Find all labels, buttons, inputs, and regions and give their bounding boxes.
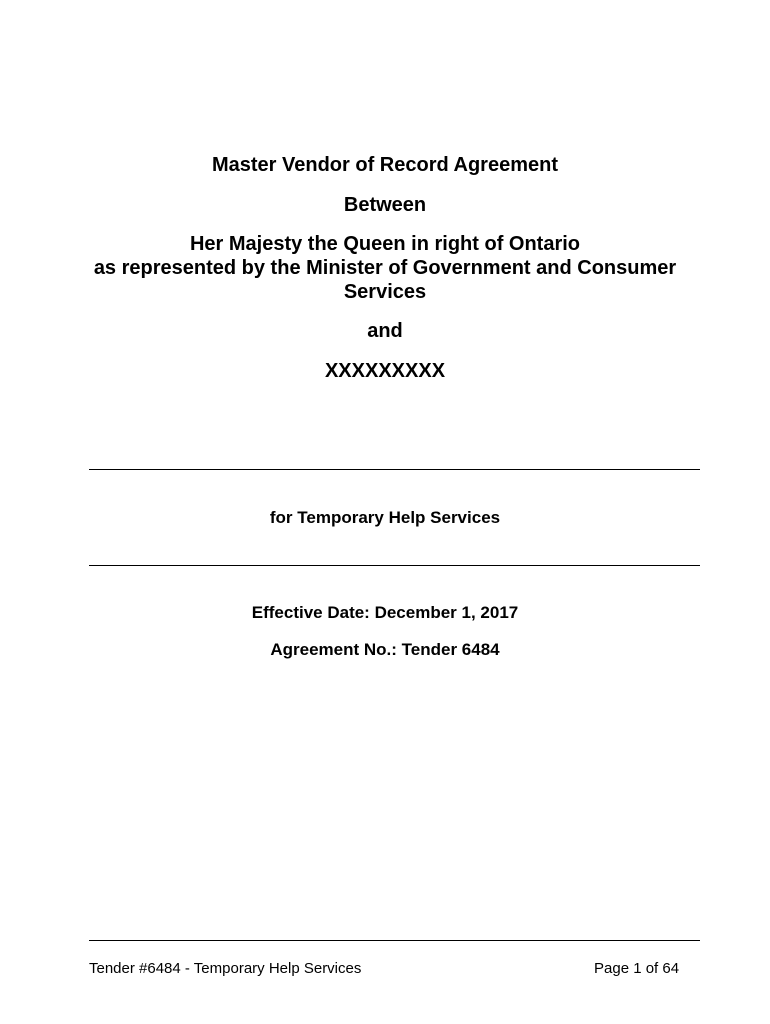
party-one-line-2: as represented by the Minister of Government and Consumer xyxy=(93,257,677,279)
between-heading: Between xyxy=(343,194,427,216)
footer-divider xyxy=(89,940,700,941)
horizontal-divider-bottom xyxy=(89,565,700,566)
footer-document-title: Tender #6484 - Temporary Help Services xyxy=(89,960,362,977)
agreement-number: Agreement No.: Tender 6484 xyxy=(270,640,500,659)
effective-date: Effective Date: December 1, 2017 xyxy=(251,603,519,622)
party-one-block xyxy=(0,232,770,304)
and-heading: and xyxy=(367,320,403,342)
party-one-line-1: Her Majesty the Queen in right of Ontario xyxy=(189,233,581,255)
party-one-line-3: Services xyxy=(343,281,427,303)
horizontal-divider-top xyxy=(89,469,700,470)
vendor-placeholder: XXXXXXXXX xyxy=(324,360,446,382)
agreement-title: Master Vendor of Record Agreement xyxy=(211,154,558,176)
page-number: Page 1 of 64 xyxy=(594,960,680,977)
service-description: for Temporary Help Services xyxy=(269,508,501,527)
